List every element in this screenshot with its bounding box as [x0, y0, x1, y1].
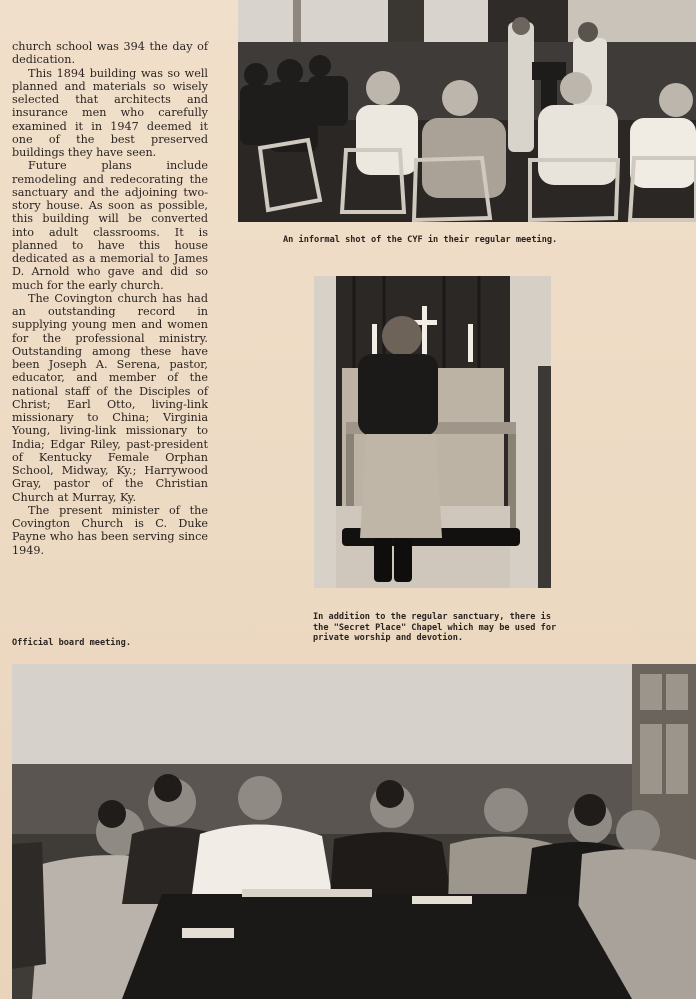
chapel-photo-caption: In addition to the regular sanctuary, there is the "Secret Place" Chapel which may be used for private worship and devotion.: [313, 612, 557, 644]
cyf-meeting-photo: [238, 0, 696, 222]
article-paragraph: The Covington church has had an outstanding record in supplying young men and women for the professional ministry. Outstanding among these have been Joseph A. Serena, pastor, educator, and member of the national staff of the Disciples of Christ; Earl Otto, living-link missionary to China; Virginia Young, living-link missionary to India; Edgar Riley, past-president of Kentucky Female Orphan School, Midway, Ky.; Harrywood Gray, pastor of the Christian Church at Murray, Ky.: [12, 291, 208, 504]
cyf-photo-caption: An informal shot of the CYF in their regular meeting.: [283, 235, 558, 245]
article-paragraph: The present minister of the Covington Church is C. Duke Payne who has been serving since 1949.: [12, 503, 208, 557]
board-photo-caption: Official board meeting.: [12, 638, 131, 648]
article-paragraph: church school was 394 the day of dedication.: [12, 40, 208, 67]
article-paragraph: Future plans include remodeling and redecorating the sanctuary and the adjoining two-story house. As soon as possible, this building will be converted into adult classrooms. It is planned to have this house dedicated as a memorial to James D. Arnold who gave and did so much for the early church.: [12, 159, 208, 292]
board-meeting-photo: [12, 664, 696, 999]
chapel-photo: [314, 276, 551, 588]
article-body: [12, 40, 208, 557]
article-paragraph: This 1894 building was so well planned and materials so wisely selected that architects and insurance men who carefully examined it in 1947 deemed it one of the best preserved buildings they have seen.: [12, 66, 208, 159]
